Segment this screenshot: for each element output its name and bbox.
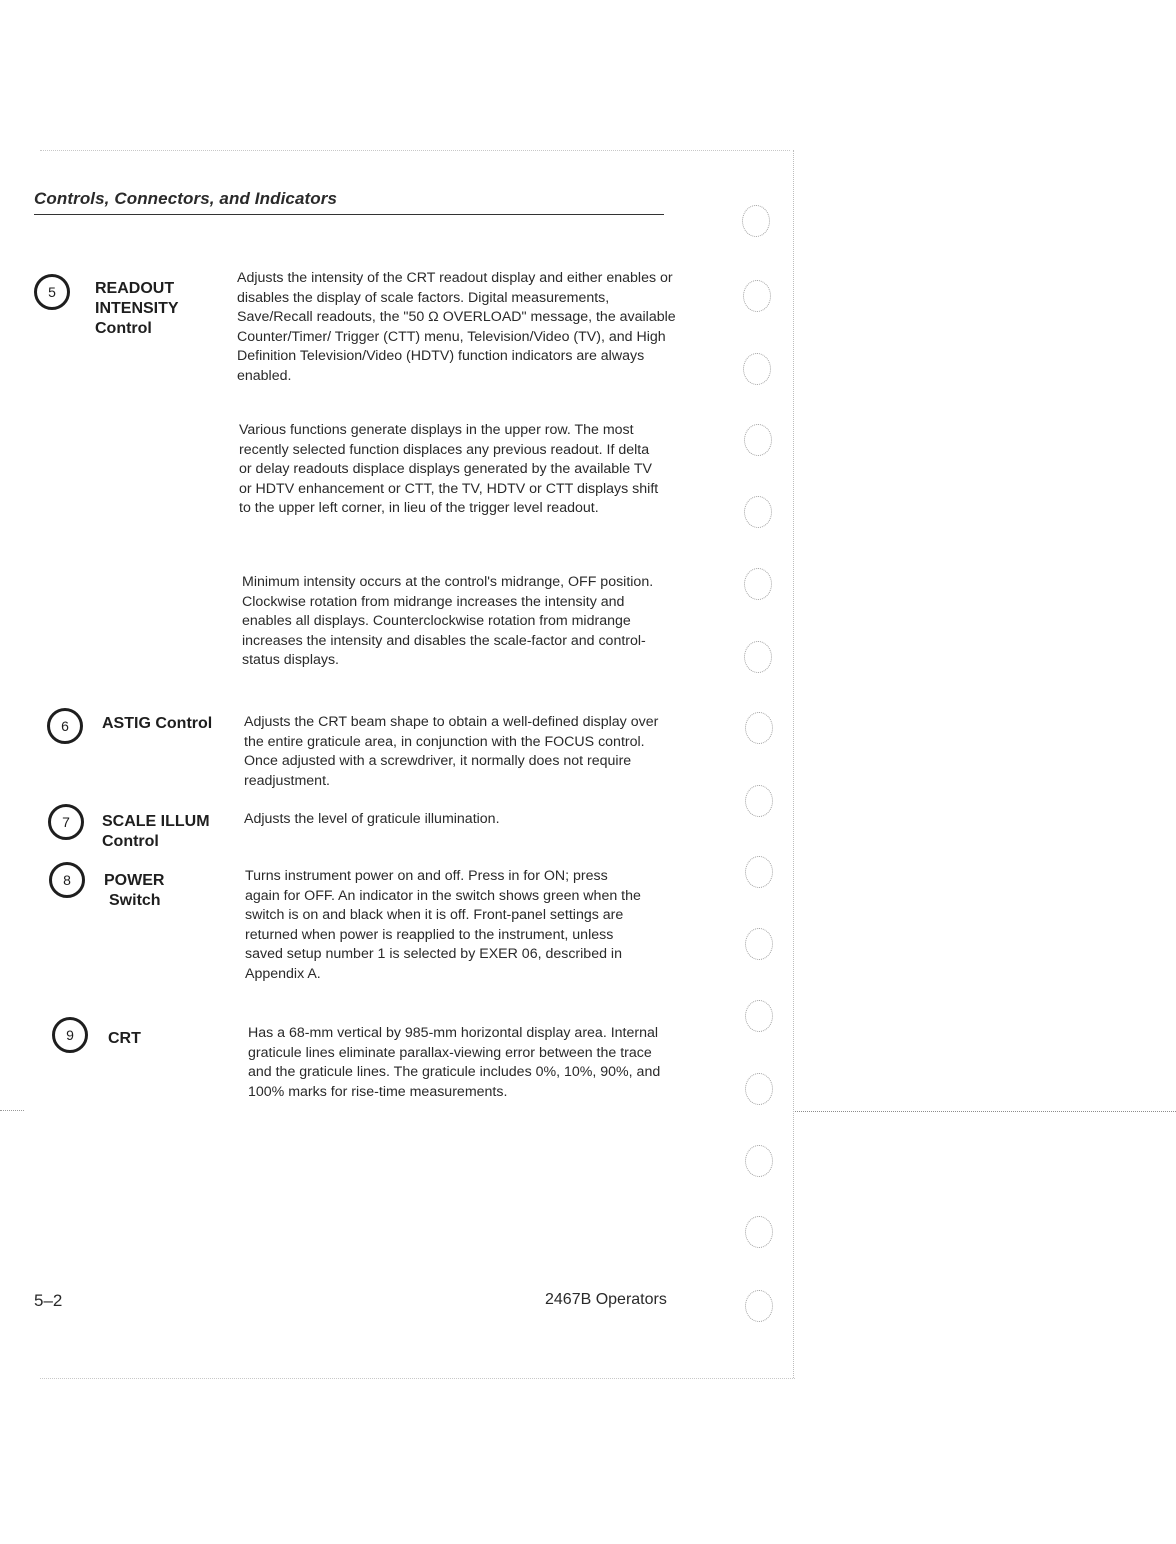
page-edge-top <box>40 150 790 151</box>
description-paragraph: Turns instrument power on and off. Press in for ON; press again for OFF. An indicator in the switch shows green when the switch is on and black when it is off. Front-panel settings are returned when power is reapplied to the instrument, unless saved setup number 1 is selected by EXER 06, described in Appendix A. <box>245 868 641 982</box>
punch-hole-icon <box>745 1000 773 1032</box>
punch-hole-icon <box>742 205 770 237</box>
description-paragraph: Minimum intensity occurs at the control's midrange, OFF position. Clockwise rotation from midrange increases the intensity and enables all displays. Counterclockwise rotation from midrange increases the intensity and disables the scale-factor and control-status displays. <box>242 574 654 669</box>
punch-hole-icon <box>745 856 773 888</box>
item-label <box>95 279 179 339</box>
item-label-line: CRT <box>108 1030 141 1047</box>
item-label <box>102 714 212 734</box>
item-description <box>237 269 677 387</box>
item-label <box>104 871 164 911</box>
punch-hole-icon <box>743 280 771 312</box>
punch-hole-icon <box>744 568 772 600</box>
item-number-icon: 7 <box>48 804 84 840</box>
item-number-icon: 9 <box>52 1017 88 1053</box>
item-description <box>242 573 662 671</box>
item-label-line: INTENSITY <box>95 300 179 317</box>
punch-hole-icon <box>745 1145 773 1177</box>
item-label-line: ASTIG Control <box>102 715 213 732</box>
manual-title: 2467B Operators <box>545 1291 667 1308</box>
page-edge-bottom <box>40 1378 795 1379</box>
description-paragraph: Has a 68-mm vertical by 985-mm horizontal display area. Internal graticule lines eliminate parallax-viewing error between the trace and the graticule lines. The graticule includes 0%, 10%, 90%, and 100% marks for rise-time measurements. <box>248 1025 661 1100</box>
punch-hole-icon <box>745 785 773 817</box>
item-label-line: Control <box>102 833 159 850</box>
punch-hole-icon <box>745 1290 773 1322</box>
item-label <box>108 1029 141 1049</box>
item-number-icon: 5 <box>34 274 70 310</box>
punch-hole-icon <box>745 712 773 744</box>
punch-hole-icon <box>745 928 773 960</box>
item-description <box>248 1024 668 1102</box>
item-description <box>244 810 664 830</box>
item-description <box>239 421 659 519</box>
item-description <box>245 867 645 985</box>
item-label <box>102 812 210 852</box>
page-number: 5–2 <box>34 1291 63 1310</box>
bleed-line <box>795 1111 1176 1112</box>
punch-hole-icon <box>744 424 772 456</box>
punch-hole-icon <box>744 641 772 673</box>
item-description <box>244 713 664 791</box>
item-label-line: Switch <box>109 892 161 909</box>
header-rule <box>34 214 664 215</box>
punch-hole-icon <box>744 496 772 528</box>
description-paragraph: Various functions generate displays in the upper row. The most recently selected function displaces any previous readout. If delta or delay readouts displace displays generated by the available TV or HDTV enhancement or CTT, the TV, HDTV or CTT displays shift to the upper left corner, in lieu of the trigger level readout. <box>239 422 659 517</box>
description-paragraph: Adjusts the intensity of the CRT readout display and either enables or disables the display of scale factors. Digital measurements, Save/Recall readouts, the "50 Ω OVERLOAD" message, the available Counter/Timer/ Trigger (CTT) menu, Television/Video (TV), and High Definition Television/Video (HDTV) function indicators are always enabled. <box>237 270 676 384</box>
punch-hole-icon <box>743 353 771 385</box>
description-paragraph: Adjusts the level of graticule illumination. <box>244 811 500 827</box>
item-number-icon: 6 <box>47 708 83 744</box>
punch-hole-icon <box>745 1073 773 1105</box>
page-edge-right <box>793 150 794 1378</box>
item-label-line: POWER <box>104 872 165 889</box>
bleed-mark <box>0 1110 24 1111</box>
description-paragraph: Adjusts the CRT beam shape to obtain a well-defined display over the entire graticule area, in conjunction with the FOCUS control. Once adjusted with a screwdriver, it normally does not require readjustment. <box>244 714 659 789</box>
item-label-line: SCALE ILLUM <box>102 813 210 830</box>
item-number-icon: 8 <box>49 862 85 898</box>
item-label-line: READOUT <box>95 280 175 297</box>
item-label-line: Control <box>95 320 152 337</box>
punch-hole-icon <box>745 1216 773 1248</box>
section-header: Controls, Connectors, and Indicators <box>34 189 338 208</box>
